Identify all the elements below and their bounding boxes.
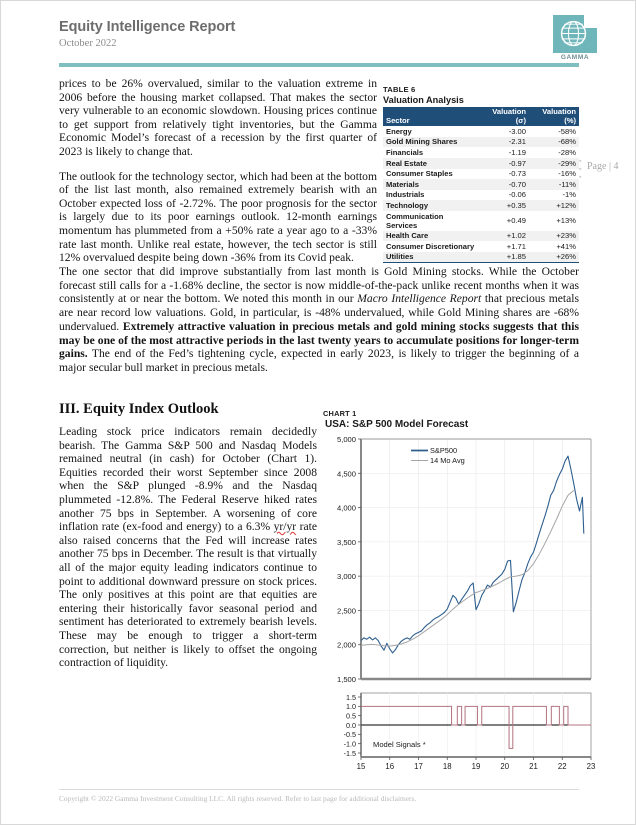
y-tick-label: 2,500	[336, 606, 356, 616]
table-row	[383, 126, 579, 137]
header-divider	[59, 63, 579, 67]
cell-sector: Real Estate	[383, 158, 479, 169]
y-tick-label: 4,500	[336, 469, 356, 479]
margin-tick-marks: ▪ ▪ ▪	[579, 157, 582, 181]
section-heading: III. Equity Index Outlook	[59, 401, 219, 417]
report-date: October 2022	[59, 38, 117, 49]
cell-sector: Energy	[383, 126, 479, 137]
cell-valuation-pct: +23%	[529, 231, 579, 242]
cell-sector: Materials	[383, 179, 479, 190]
x-tick-label: 16	[385, 762, 395, 771]
cell-valuation-pct: -16%	[529, 169, 579, 180]
footer-copyright: Copyright © 2022 Gamma Investment Consulting LLC. All rights reserved. Refer to last page for additional disclaimers.	[59, 794, 417, 803]
table-row	[383, 211, 579, 231]
cell-valuation-sigma: -3.00	[479, 126, 529, 137]
th-sigma-line1: Valuation	[492, 107, 526, 116]
cell-sector: Health Care	[383, 231, 479, 242]
cell-valuation-sigma: +1.02	[479, 231, 529, 242]
cell-sector: Consumer Staples	[383, 169, 479, 180]
table-row	[383, 190, 579, 201]
cell-sector: Utilities	[383, 252, 479, 263]
table-row	[383, 169, 579, 180]
page-title: Equity Intelligence Report	[59, 19, 236, 35]
paragraph-3-part-b: that precious metals are near record low valuations. Gold, in particular, is -48% undervalued, while Gold Mining shares are -68% undervalued.	[59, 292, 579, 333]
legend-label: 14 Mo Avg	[430, 456, 465, 465]
cell-valuation-sigma: -0.06	[479, 190, 529, 201]
y-tick-label: 0.0	[346, 720, 356, 730]
chart-label: CHART 1	[323, 409, 357, 418]
cell-valuation-sigma: -0.73	[479, 169, 529, 180]
logo-wordmark: GAMMA	[560, 54, 590, 61]
legend-label: S&P500	[430, 446, 458, 455]
y-tick-label: 5,000	[336, 435, 356, 444]
sp500-model-forecast-chart	[319, 431, 595, 771]
valuation-table-block	[383, 85, 582, 263]
paragraph-3-italic: Macro Intelligence Report	[357, 292, 482, 306]
chart-title: USA: S&P 500 Model Forecast	[325, 419, 469, 430]
gamma-logo	[553, 15, 601, 65]
footer-divider	[59, 789, 579, 790]
y-tick-label: 1,500	[336, 675, 356, 684]
section-para-a: Leading stock price indicators remain decidedly bearish. The Gamma S&P 500 and Nasdaq Models remained neutral (in cash) for October (Chart 1). Equities recorded their worst September since 2008 when the S&P plunged -8.9% and the Nasdaq plummeted -12.8%. The Federal Reserve hiked rates another 75 bps in September. A worsening of core inflation rate (ex-food and energy) to a 6.3%	[59, 425, 317, 534]
cell-valuation-sigma: +1.85	[479, 252, 529, 263]
model-signals-note: Model Signals *	[373, 740, 426, 749]
table-row	[383, 231, 579, 242]
y-tick-label: -1.5	[343, 748, 356, 758]
table-row	[383, 137, 579, 148]
th-sigma-line2: (σ)	[515, 115, 526, 125]
cell-valuation-pct: +26%	[529, 252, 579, 263]
valuation-table-body	[383, 126, 582, 263]
paragraph-3-part-a: The one sector that did improve substantially from last month is Gold Mining stocks. While the October forecast still calls for a -1.68% decline, the sector is now middle-of-the-pack unlike recent months when it was consistently at or near the bottom. We noted this month in our	[59, 265, 579, 306]
page-number: Page | 4	[587, 161, 619, 172]
cell-sector: Technology	[383, 200, 479, 211]
th-valuation-sigma	[479, 107, 529, 126]
table-row	[383, 252, 579, 263]
cell-sector: Communication Services	[383, 211, 479, 231]
cell-sector: Gold Mining Shares	[383, 137, 479, 148]
th-pct-line1: Valuation	[542, 107, 576, 116]
chart-block	[319, 409, 595, 771]
cell-valuation-pct: -1%	[529, 190, 579, 201]
th-sector	[383, 107, 479, 126]
y-tick-label: 3,500	[336, 537, 356, 547]
globe-icon	[560, 20, 587, 47]
cell-sector: Consumer Discretionary	[383, 241, 479, 252]
section-para-b: rate also raised concerns that the Fed will increase rates another 75 bps in December. The result is that virtually all of the major equity leading indicators continue to point to additional downward pressure on stock prices. The only positives at this point are that equities are entering their historically favor seasonal period and sentiment has deteriorated to extremely bearish levels. These may be enough to trigger a short-term correction, but neither is likely to offset the ongoing contraction of liquidity.	[59, 520, 317, 670]
paragraph-3-part-c: The end of the Fed’s tightening cycle, expected in early 2023, is likely to trigger the beginning of a major secular bull market in precious metals.	[59, 347, 579, 374]
cell-valuation-sigma: -0.97	[479, 158, 529, 169]
x-tick-label: 21	[529, 762, 538, 771]
x-tick-label: 22	[557, 762, 567, 771]
table-label: TABLE 6	[383, 85, 416, 94]
cell-valuation-pct: -58%	[529, 126, 579, 137]
table-header-row	[383, 107, 579, 126]
cell-valuation-sigma: +0.49	[479, 211, 529, 231]
y-tick-label: 3,000	[336, 572, 356, 582]
cell-valuation-pct: +12%	[529, 200, 579, 211]
y-tick-label: 1.0	[346, 702, 356, 712]
paragraph-2: The outlook for the technology sector, which had been at the bottom of the list last month, also remained extremely bearish with an October expected loss of -2.72%. The poor prognosis for the sector is largely due to its poor earnings outlook. 12-month earnings momentum has plummeted from a +50% rate a year ago to a -33% rate last month. Unlike real estate, however, the tech sector is still 12% overvalued despite being down -36% from its Covid peak.	[59, 169, 377, 265]
cell-sector: Financials	[383, 147, 479, 158]
y-tick-label: 0.5	[346, 711, 356, 721]
cell-valuation-pct: -68%	[529, 137, 579, 148]
cell-valuation-pct: -28%	[529, 147, 579, 158]
x-tick-label: 15	[356, 762, 366, 771]
table-row	[383, 200, 579, 211]
cell-valuation-pct: -29%	[529, 158, 579, 169]
x-tick-label: 20	[500, 762, 510, 771]
y-tick-label: 1.5	[346, 692, 356, 702]
cell-sector: Industrials	[383, 190, 479, 201]
cell-valuation-pct: +41%	[529, 241, 579, 252]
paragraph-1: prices to be 26% overvalued, similar to the valuation extreme in 2006 before the housing market collapsed. That makes the sector very vulnerable to an economic slowdown. Housing prices continue to get support from relatively tight inventories, but the Gamma Economic Model’s forecast of a recession by the first quarter of 2023 is likely to change that.	[59, 77, 377, 158]
y-tick-label: -0.5	[343, 730, 356, 740]
table-row	[383, 158, 579, 169]
table-row	[383, 147, 579, 158]
x-tick-label: 17	[414, 762, 423, 771]
th-sector-label: Sector	[386, 115, 410, 125]
x-tick-label: 23	[586, 762, 595, 771]
spellcheck-word: yr/yr	[273, 520, 297, 534]
cell-valuation-sigma: -1.19	[479, 147, 529, 158]
paragraph-3	[59, 265, 579, 375]
paragraph-3-bold: Extremely attractive valuation in precious metals and gold mining stocks suggests that this may be one of the most attractive periods in the last twenty years to accumulate positions for longer-term gains.	[59, 319, 579, 361]
x-tick-label: 19	[471, 762, 481, 771]
y-tick-label: -1.0	[343, 739, 356, 749]
cell-valuation-sigma: +0.35	[479, 200, 529, 211]
section-body	[59, 425, 317, 670]
cell-valuation-sigma: -2.31	[479, 137, 529, 148]
y-tick-label: 4,000	[336, 503, 356, 513]
x-tick-label: 18	[442, 762, 452, 771]
cell-valuation-sigma: -0.70	[479, 179, 529, 190]
table-row	[383, 241, 579, 252]
table-title: Valuation Analysis	[383, 95, 464, 105]
valuation-table	[383, 107, 582, 263]
y-tick-label: 2,000	[336, 640, 356, 650]
cell-valuation-sigma: +1.71	[479, 241, 529, 252]
th-valuation-pct	[529, 107, 579, 126]
cell-valuation-pct: -11%	[529, 179, 579, 190]
th-pct-line2: (%)	[564, 115, 576, 125]
body-column-top	[59, 77, 377, 276]
cell-valuation-pct: +13%	[529, 211, 579, 231]
table-row	[383, 179, 579, 190]
